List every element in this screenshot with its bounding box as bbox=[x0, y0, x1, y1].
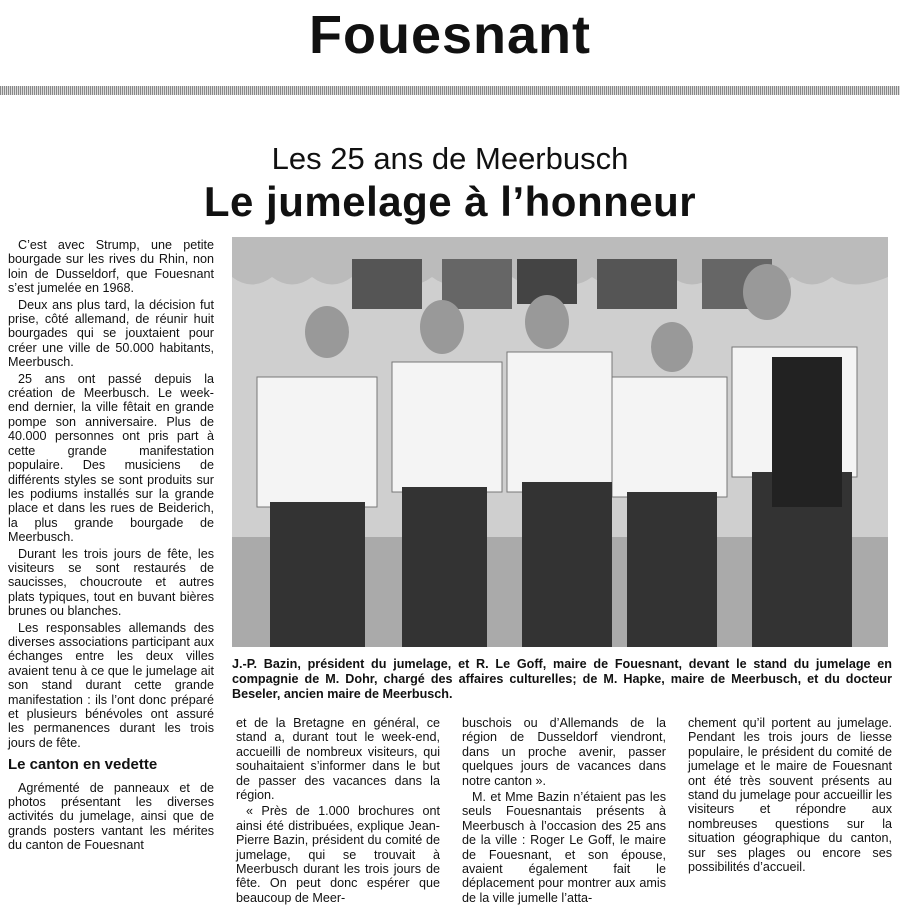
paragraph: M. et Mme Bazin n’étaient pas les seuls Fouesnantais présents à Meerbusch à l’occasion des 25 ans de la ville : Roger Le Goff, le maire de Fouesnant, et son épouse, avaient également fait le déplacement pour montrer aux amis de la ville jumelle l’atta- bbox=[462, 790, 666, 905]
paragraph: et de la Bretagne en général, ce stand a, durant tout le week-end, accueilli de nombreux visiteurs, qui souhaitaient s’informer dans le but de passer des vacances dans la région. bbox=[236, 716, 440, 803]
article-headline: Le jumelage à l’honneur bbox=[203, 178, 697, 225]
article-photo bbox=[232, 237, 888, 647]
paragraph: Deux ans plus tard, la décision fut prise, côté allemand, de réunir huit bourgades qui se jouxtaient pour créer une ville de 50.000 habitants, Meerbusch. bbox=[8, 297, 214, 370]
paragraph: 25 ans ont passé depuis la création de Meerbusch. Le week-end dernier, la ville fêtait en grande pompe son anniversaire. Plus de 40.000 personnes ont pris part à cette grande manifestation populaire. Des musiciens de différents styles se sont produits sur les podiums installés sur la grande place et dans les rues de Beiderich, la plus grande bourgade de Meerbusch. bbox=[8, 371, 214, 545]
photo-caption: J.-P. Bazin, président du jumelage, et R. Le Goff, maire de Fouesnant, devant le stand du jumelage en compagnie de M. Dohr, chargé des affaires culturelles; de M. Hapke, maire de Meerbusch, et du docteur Beseler, ancien maire de Meerbusch. bbox=[232, 657, 892, 701]
paragraph: C’est avec Strump, une petite bourgade sur les rives du Rhin, non loin de Dusseldorf, que Fouesnant s’est jumelée en 1968. bbox=[8, 238, 214, 296]
article-column-2 bbox=[236, 716, 440, 907]
paragraph: chement qu’il portent au jumelage. Pendant les trois jours de liesse populaire, le président du comité de jumelage et le maire de Fouesnant ont été très souvent présents au stand du jumelage pour accueillir les visiteurs et répondre aux nombreuses questions sur la situation géographique du canton, sur ses plages ou encore ses possibilités d’accueil. bbox=[688, 716, 892, 875]
photo-illustration bbox=[232, 237, 888, 647]
section-rule bbox=[0, 86, 900, 95]
paragraph: Durant les trois jours de fête, les visiteurs se sont restaurés de saucisses, choucroute et autres plats typiques, tout en buvant bières brunes ou blanches. bbox=[8, 546, 214, 619]
article-kicker: Les 25 ans de Meerbusch bbox=[271, 141, 629, 176]
paragraph: « Près de 1.000 brochures ont ainsi été distribuées, explique Jean-Pierre Bazin, président du comité de jumelage, qui se trouvait à Meerbusch durant les trois jours de fête. On peut donc espérer que beaucoup de Meer- bbox=[236, 804, 440, 905]
article-column-1 bbox=[8, 238, 214, 855]
paragraph: Les responsables allemands des diverses associations participant aux échanges entre les deux villes avaient tenu à ce que le jumelage ait son stand durant cette grande manifestation : ils l’ont donc préparé et plusieurs bénévoles ont assuré les permanences durant les trois jours de fête. bbox=[8, 620, 214, 750]
paragraph: Agrémenté de panneaux et de photos présentant les diverses activités du jumelage, ainsi que de grands posters vantant les mérites du canton de Fouesnant bbox=[8, 780, 214, 853]
article-subheading: Le canton en vedette bbox=[8, 756, 158, 774]
article-column-4 bbox=[688, 716, 892, 876]
section-title: Fouesnant bbox=[308, 5, 591, 65]
paragraph: buschois ou d’Allemands de la région de Dusseldorf viendront, dans un proche avenir, passer quelques jours de vacances dans notre canton ». bbox=[462, 716, 666, 788]
article-column-3 bbox=[462, 716, 666, 907]
